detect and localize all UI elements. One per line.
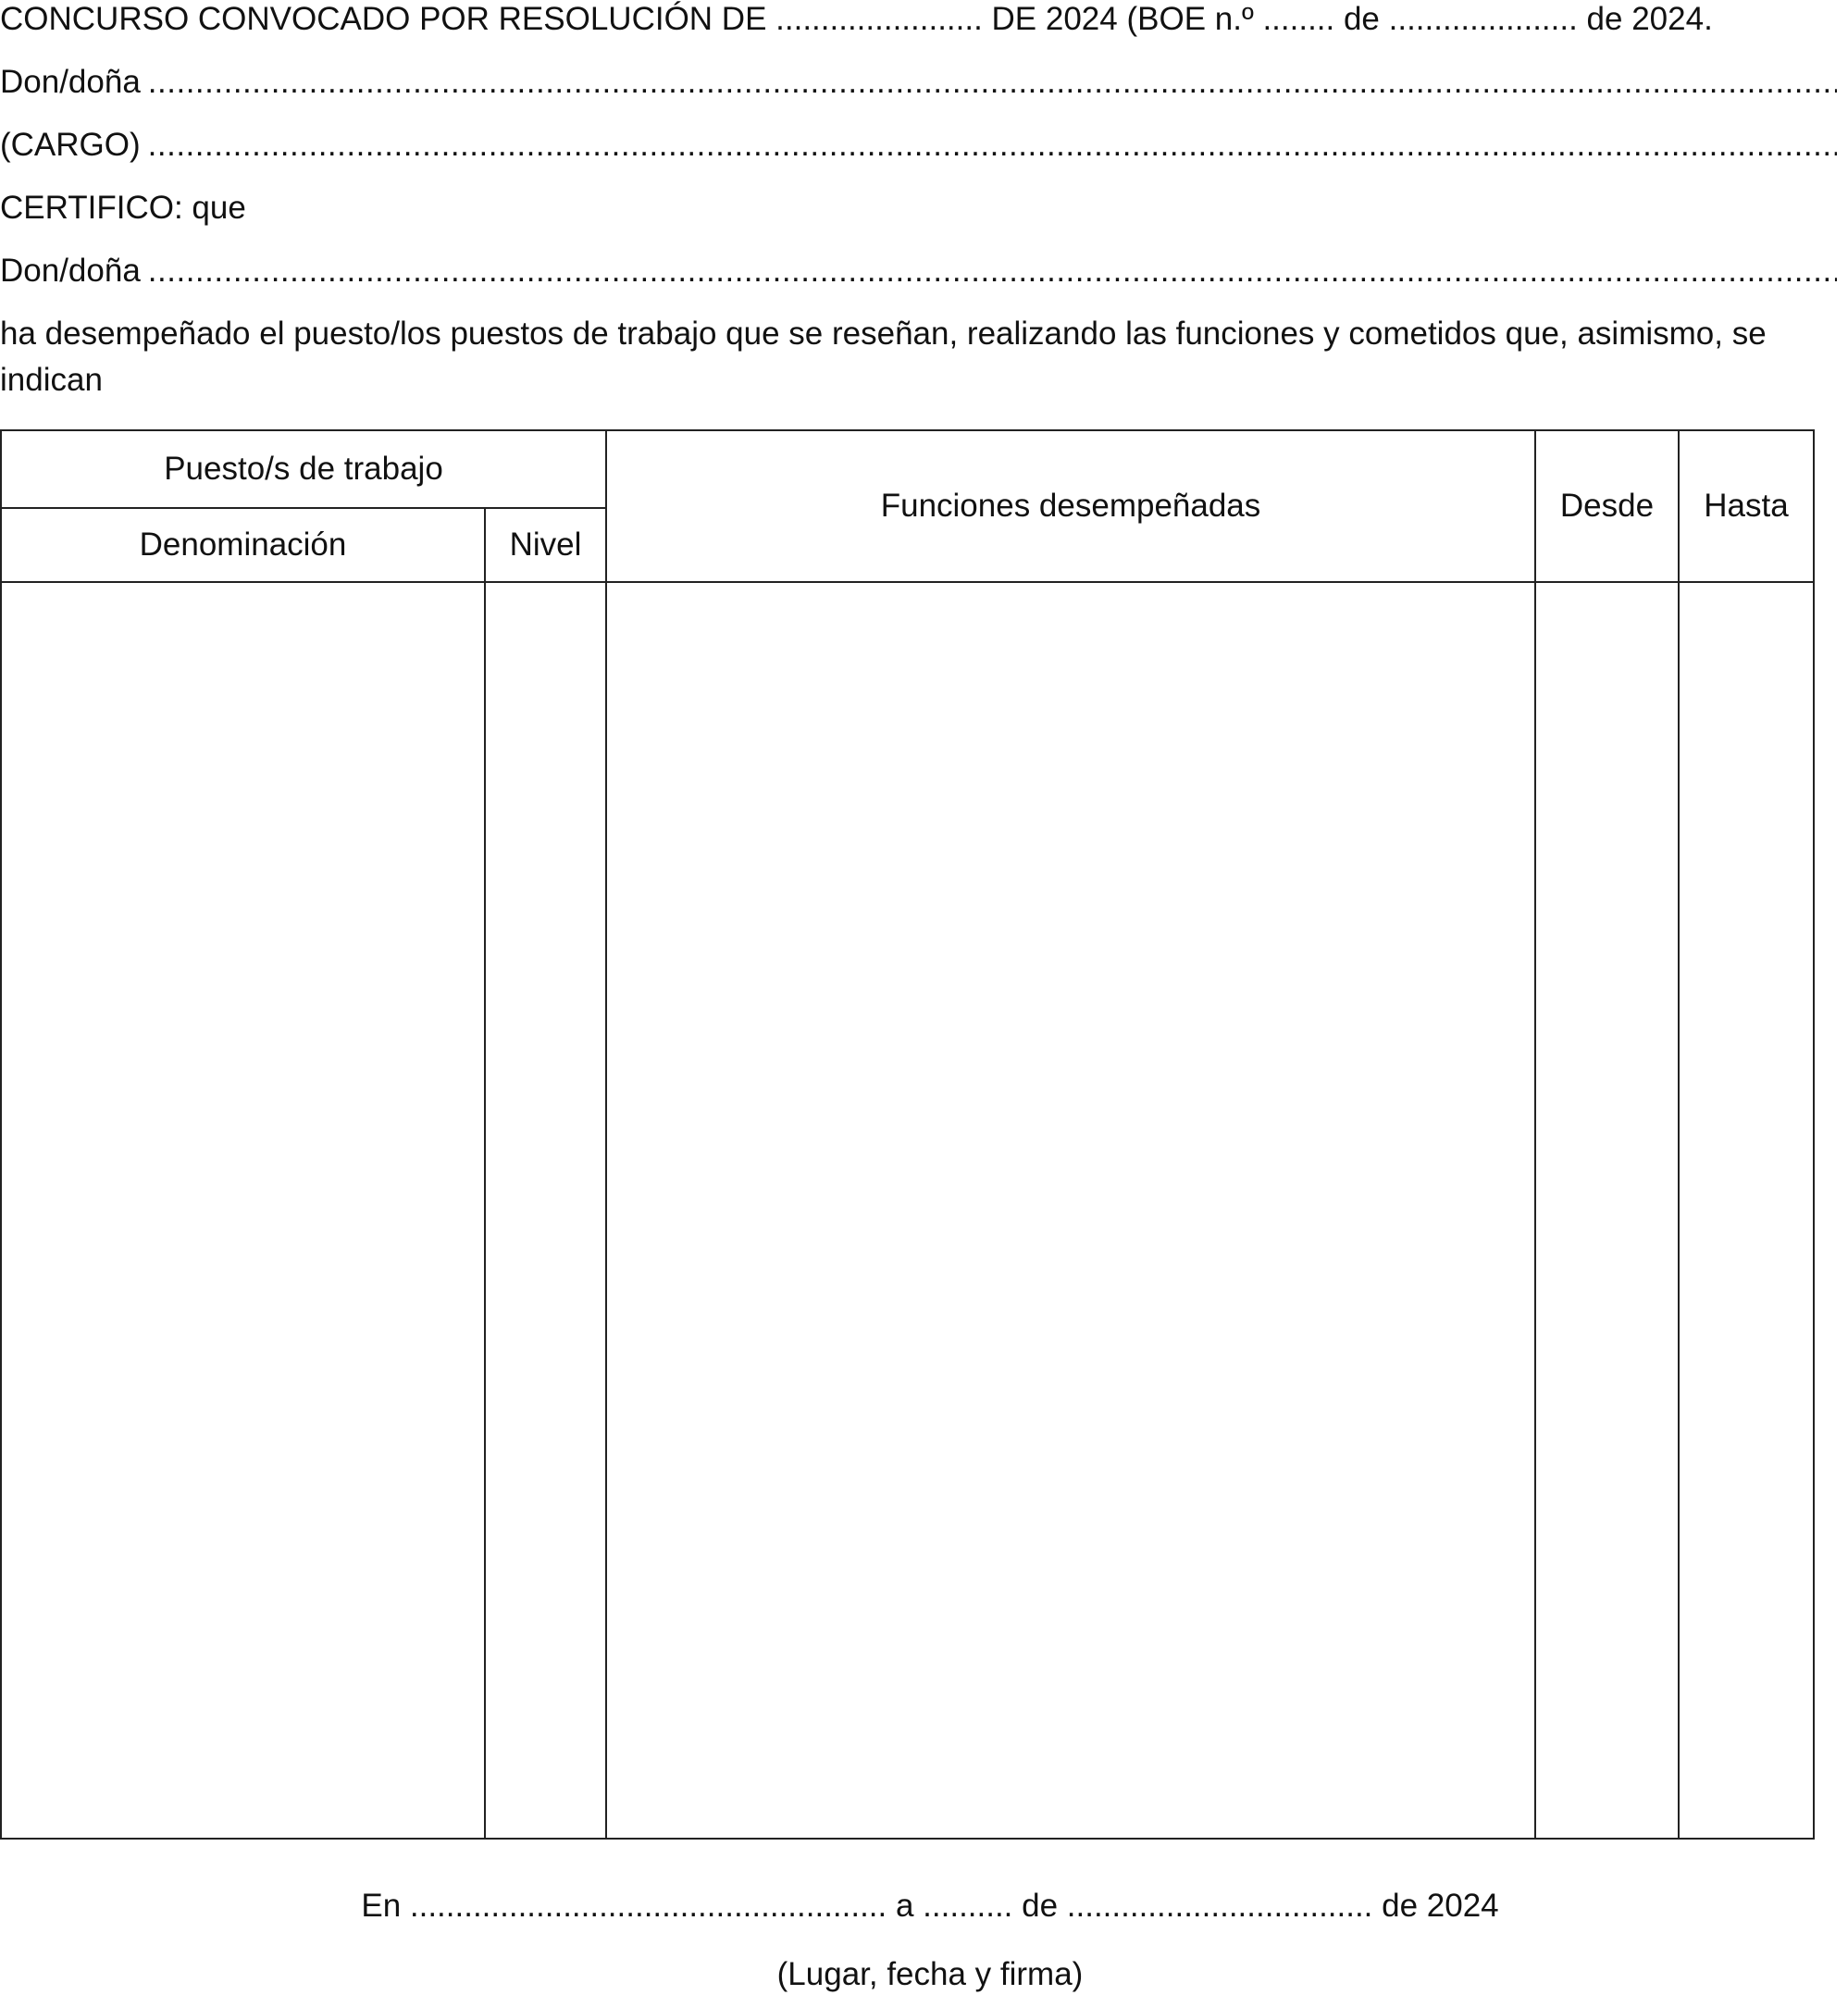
dotted-fill bbox=[148, 252, 1837, 291]
don-dona-label: Don/doña bbox=[0, 64, 141, 100]
hasta-cell[interactable] bbox=[1679, 582, 1814, 1839]
signature-caption: (Lugar, fecha y firma) bbox=[776, 1956, 1084, 1992]
table-row bbox=[1, 582, 1814, 1839]
cargo-field[interactable] bbox=[0, 126, 1837, 165]
dotted-fill bbox=[148, 63, 1837, 102]
denominacion-header: Denominación bbox=[1, 508, 485, 582]
nivel-header: Nivel bbox=[485, 508, 606, 582]
don-dona-field-2[interactable] bbox=[0, 252, 1837, 291]
funciones-cell[interactable] bbox=[606, 582, 1535, 1839]
concurso-line: CONCURSO CONVOCADO POR RESOLUCIÓN DE ....................... DE 2024 (BOE n.º ........ de ..................... de 2024. bbox=[0, 1, 1713, 37]
funciones-header: Funciones desempeñadas bbox=[606, 430, 1535, 582]
nivel-cell[interactable] bbox=[485, 582, 606, 1839]
description-paragraph: ha desempeñado el puesto/los puestos de trabajo que se reseñan, realizando las funciones y cometidos que, asimismo, se indican bbox=[0, 316, 1767, 398]
desde-cell[interactable] bbox=[1535, 582, 1679, 1839]
table-header-row-1 bbox=[1, 430, 1814, 508]
puestos-group-header: Puesto/s de trabajo bbox=[1, 430, 606, 508]
positions-table bbox=[0, 429, 1815, 1840]
don-dona-label: Don/doña bbox=[0, 253, 141, 289]
certifico-label: CERTIFICO: que bbox=[0, 190, 246, 226]
desde-header: Desde bbox=[1535, 430, 1679, 582]
hasta-header: Hasta bbox=[1679, 430, 1814, 582]
dotted-fill bbox=[148, 126, 1837, 165]
cargo-label: (CARGO) bbox=[0, 127, 141, 163]
place-date-line: En ..................................................... a .......... de .................................. de 2024 bbox=[361, 1888, 1499, 1924]
don-dona-field-1[interactable] bbox=[0, 63, 1837, 102]
denominacion-cell[interactable] bbox=[1, 582, 485, 1839]
